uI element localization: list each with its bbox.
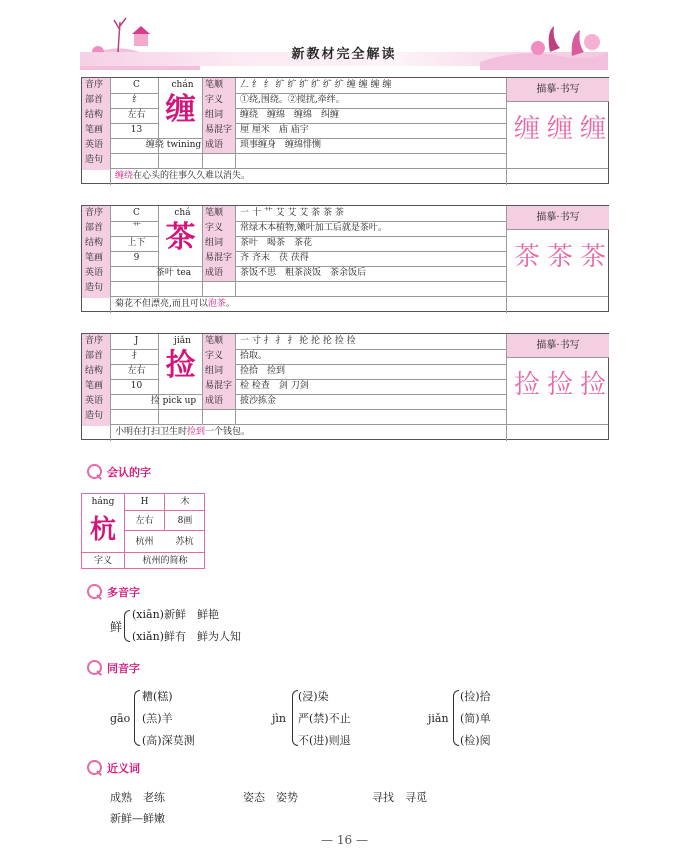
magnifier-icon (86, 759, 104, 777)
label-zaoju: 造句 (82, 409, 110, 426)
label-zaoju: 造句 (82, 153, 110, 170)
homophone-item: 严(禁)不止 (298, 712, 351, 725)
label-yihunzi: 易混字 (203, 123, 235, 138)
value-bihua: 10 (130, 381, 143, 391)
big-char: 缠 (159, 90, 202, 136)
label-bushou: 部首 (82, 221, 110, 236)
practice-char: 茶 (546, 242, 573, 272)
label-yihunzi: 易混字 (203, 379, 235, 394)
homophone-pinyin-jian: jiǎn (428, 712, 449, 725)
grid-line (110, 424, 111, 441)
value-stroke-order: 一 寸 扌 扌 扌 抡 抡 抡 捡 捡 (240, 336, 356, 346)
recognize-ziyi-label: 字义 (82, 552, 124, 569)
value-jiegou: 上下 (127, 238, 146, 248)
grid-line (110, 206, 111, 296)
grid-line (110, 334, 111, 424)
value-bushou: 纟 (131, 95, 141, 105)
homophone-item: 糟(糕) (142, 690, 173, 703)
homophone-item: (高)深莫测 (142, 734, 195, 747)
magnifier-icon (86, 659, 104, 677)
value-meaning: ①绕,围绕。②搅扰,牵绊。 (240, 95, 345, 105)
grid-line (235, 78, 236, 168)
grid-line (110, 78, 111, 168)
page-header (80, 12, 608, 72)
recognize-word2: 苏杭 (164, 530, 205, 552)
recognize-table (81, 493, 205, 569)
value-bihua: 13 (130, 125, 143, 135)
synonym-pair: 新鲜—鲜嫩 (110, 812, 165, 825)
grid-line (82, 409, 507, 410)
value-yinxu: C (133, 208, 140, 218)
practice-header: 描摹·书写 (507, 334, 609, 358)
value-meaning: 常绿木本植物,嫩叶加工后就是茶叶。 (240, 223, 387, 233)
homophone-item: (浸)染 (298, 690, 329, 703)
label-jiegou: 结构 (82, 108, 110, 123)
practice-char: 缠 (546, 114, 573, 144)
recognize-char: 杭 (89, 515, 116, 545)
homophone-pinyin-gao: gāo (110, 712, 131, 725)
value-idiom: 琐事缠身 缠绵悱恻 (240, 140, 322, 150)
label-bihua: 笔画 (82, 379, 110, 394)
recognize-word1: 杭州 (124, 530, 164, 552)
label-bishun: 笔顺 (203, 78, 235, 93)
practice-header: 描摹·书写 (507, 78, 609, 102)
value-yinxu: C (133, 80, 140, 90)
polyphone-reading-1: (xiān)新鲜 鲜艳 (132, 608, 219, 621)
label-zaoju: 造句 (82, 281, 110, 298)
synonym-pair: 寻找 寻觅 (372, 791, 427, 804)
value-words: 捡拾 捡到 (240, 366, 286, 376)
recognize-yinxu: H (124, 494, 164, 510)
value-stroke-order: 𠃋 纟 纟 纩 纩 纩 纩 纩 纩 缠 缠 缠 缠 (240, 80, 392, 90)
label-ziyi: 字义 (203, 221, 235, 236)
practice-char: 茶 (579, 242, 606, 272)
label-yingyu: 英语 (82, 266, 110, 281)
char-card-chan (81, 77, 609, 184)
homophone-item: 不(进)则退 (298, 734, 351, 747)
value-words: 缠绕 缠绵 缠绵 纠缠 (240, 110, 340, 120)
practice-char: 捡 (546, 370, 573, 400)
synonym-pair: 姿态 姿势 (243, 791, 298, 804)
label-ziyi: 字义 (203, 349, 235, 364)
value-english: 茶叶 tea (155, 268, 192, 278)
homophone-item: (简)单 (460, 712, 491, 725)
label-bishun: 笔顺 (203, 334, 235, 349)
practice-header: 描摹·书写 (507, 206, 609, 230)
grid-line (110, 168, 111, 185)
recognize-jiegou: 左右 (124, 510, 164, 530)
label-yinxu: 音序 (82, 334, 110, 349)
brace (134, 690, 140, 746)
value-sentence: 菊花不但漂亮,而且可以泡茶。 (115, 299, 235, 309)
value-bihua: 9 (133, 253, 140, 263)
value-pinyin: chán (171, 80, 194, 90)
practice-char: 缠 (513, 114, 540, 144)
value-yinxu: J (134, 336, 139, 346)
label-yinxu: 音序 (82, 78, 110, 93)
label-yingyu: 英语 (82, 138, 110, 153)
label-jiegou: 结构 (82, 236, 110, 251)
big-char: 捡 (159, 346, 202, 392)
value-english: 缠绕 twining (145, 140, 202, 150)
label-chengyu: 成语 (203, 138, 235, 153)
polyphone-char: 鲜 (110, 620, 123, 634)
value-meaning: 拾取。 (240, 351, 268, 361)
label-yinxu: 音序 (82, 206, 110, 221)
practice-char: 缠 (579, 114, 606, 144)
practice-char: 捡 (579, 370, 606, 400)
magnifier-icon (86, 463, 104, 481)
label-yingyu: 英语 (82, 394, 110, 409)
header-title: 新教材完全解读 (291, 47, 397, 62)
value-bushou: 艹 (131, 223, 141, 233)
label-chengyu: 成语 (203, 394, 235, 409)
brace (453, 690, 459, 746)
homophone-item: (检)阅 (460, 734, 491, 747)
polyphone-reading-2: (xiǎn)鲜有 鲜为人知 (132, 630, 241, 643)
value-pinyin: chá (174, 208, 191, 218)
recognize-bihua: 8画 (164, 510, 205, 530)
value-confuse: 检 检查 剑 刀剑 (240, 381, 309, 391)
section-recognize: 会认的字 (86, 463, 151, 481)
big-char: 茶 (159, 218, 202, 264)
value-sentence: 缠绕在心头的往事久久难以消失。 (115, 171, 251, 181)
label-bihua: 笔画 (82, 123, 110, 138)
homophone-item: (捡)拾 (460, 690, 491, 703)
label-zuci: 组词 (203, 364, 235, 379)
char-card-jian (81, 333, 609, 440)
recognize-bushou: 木 (164, 494, 205, 510)
grid-line (110, 296, 111, 313)
label-chengyu: 成语 (203, 266, 235, 281)
label-jiegou: 结构 (82, 364, 110, 379)
header-decoration-right (480, 12, 608, 70)
label-ziyi: 字义 (203, 93, 235, 108)
label-zuci: 组词 (203, 108, 235, 123)
grid-line (235, 206, 236, 296)
value-idiom: 茶饭不思 粗茶淡饭 茶余饭后 (240, 268, 367, 278)
value-stroke-order: 一 十 艹 艾 艾 艾 茶 茶 茶 (240, 208, 344, 218)
value-bushou: 扌 (131, 351, 141, 361)
page-number: — 16 — (321, 833, 368, 847)
recognize-meaning: 杭州的简称 (124, 552, 205, 569)
brace (124, 610, 130, 642)
value-idiom: 披沙拣金 (240, 396, 277, 406)
recognize-pinyin: háng (91, 497, 115, 507)
value-confuse: 厘 厘米 庙 庙宇 (240, 125, 309, 135)
label-zuci: 组词 (203, 236, 235, 251)
value-english: 捡 pick up (150, 396, 197, 406)
section-polyphone: 多音字 (86, 583, 140, 601)
char-card-cha (81, 205, 609, 312)
label-bushou: 部首 (82, 93, 110, 108)
magnifier-icon (86, 583, 104, 601)
grid-line (82, 153, 507, 154)
value-jiegou: 左右 (127, 366, 146, 376)
value-words: 茶叶 喝茶 茶花 (240, 238, 313, 248)
label-bushou: 部首 (82, 349, 110, 364)
value-sentence: 小明在打扫卫生时捡到一个钱包。 (115, 427, 251, 437)
label-bihua: 笔画 (82, 251, 110, 266)
grid-line (82, 281, 507, 282)
label-bishun: 笔顺 (203, 206, 235, 221)
synonym-pair: 成熟 老练 (110, 791, 165, 804)
grid-line (235, 334, 236, 424)
homophone-pinyin-jin: jìn (272, 712, 287, 725)
value-jiegou: 左右 (127, 110, 146, 120)
homophone-item: (羔)羊 (142, 712, 173, 725)
value-pinyin: jiǎn (174, 336, 191, 346)
section-homophone: 同音字 (86, 659, 140, 677)
value-confuse: 齐 齐末 茯 茯得 (240, 253, 309, 263)
practice-char: 茶 (513, 242, 540, 272)
section-synonym: 近义词 (86, 759, 140, 777)
practice-char: 捡 (513, 370, 540, 400)
label-yihunzi: 易混字 (203, 251, 235, 266)
